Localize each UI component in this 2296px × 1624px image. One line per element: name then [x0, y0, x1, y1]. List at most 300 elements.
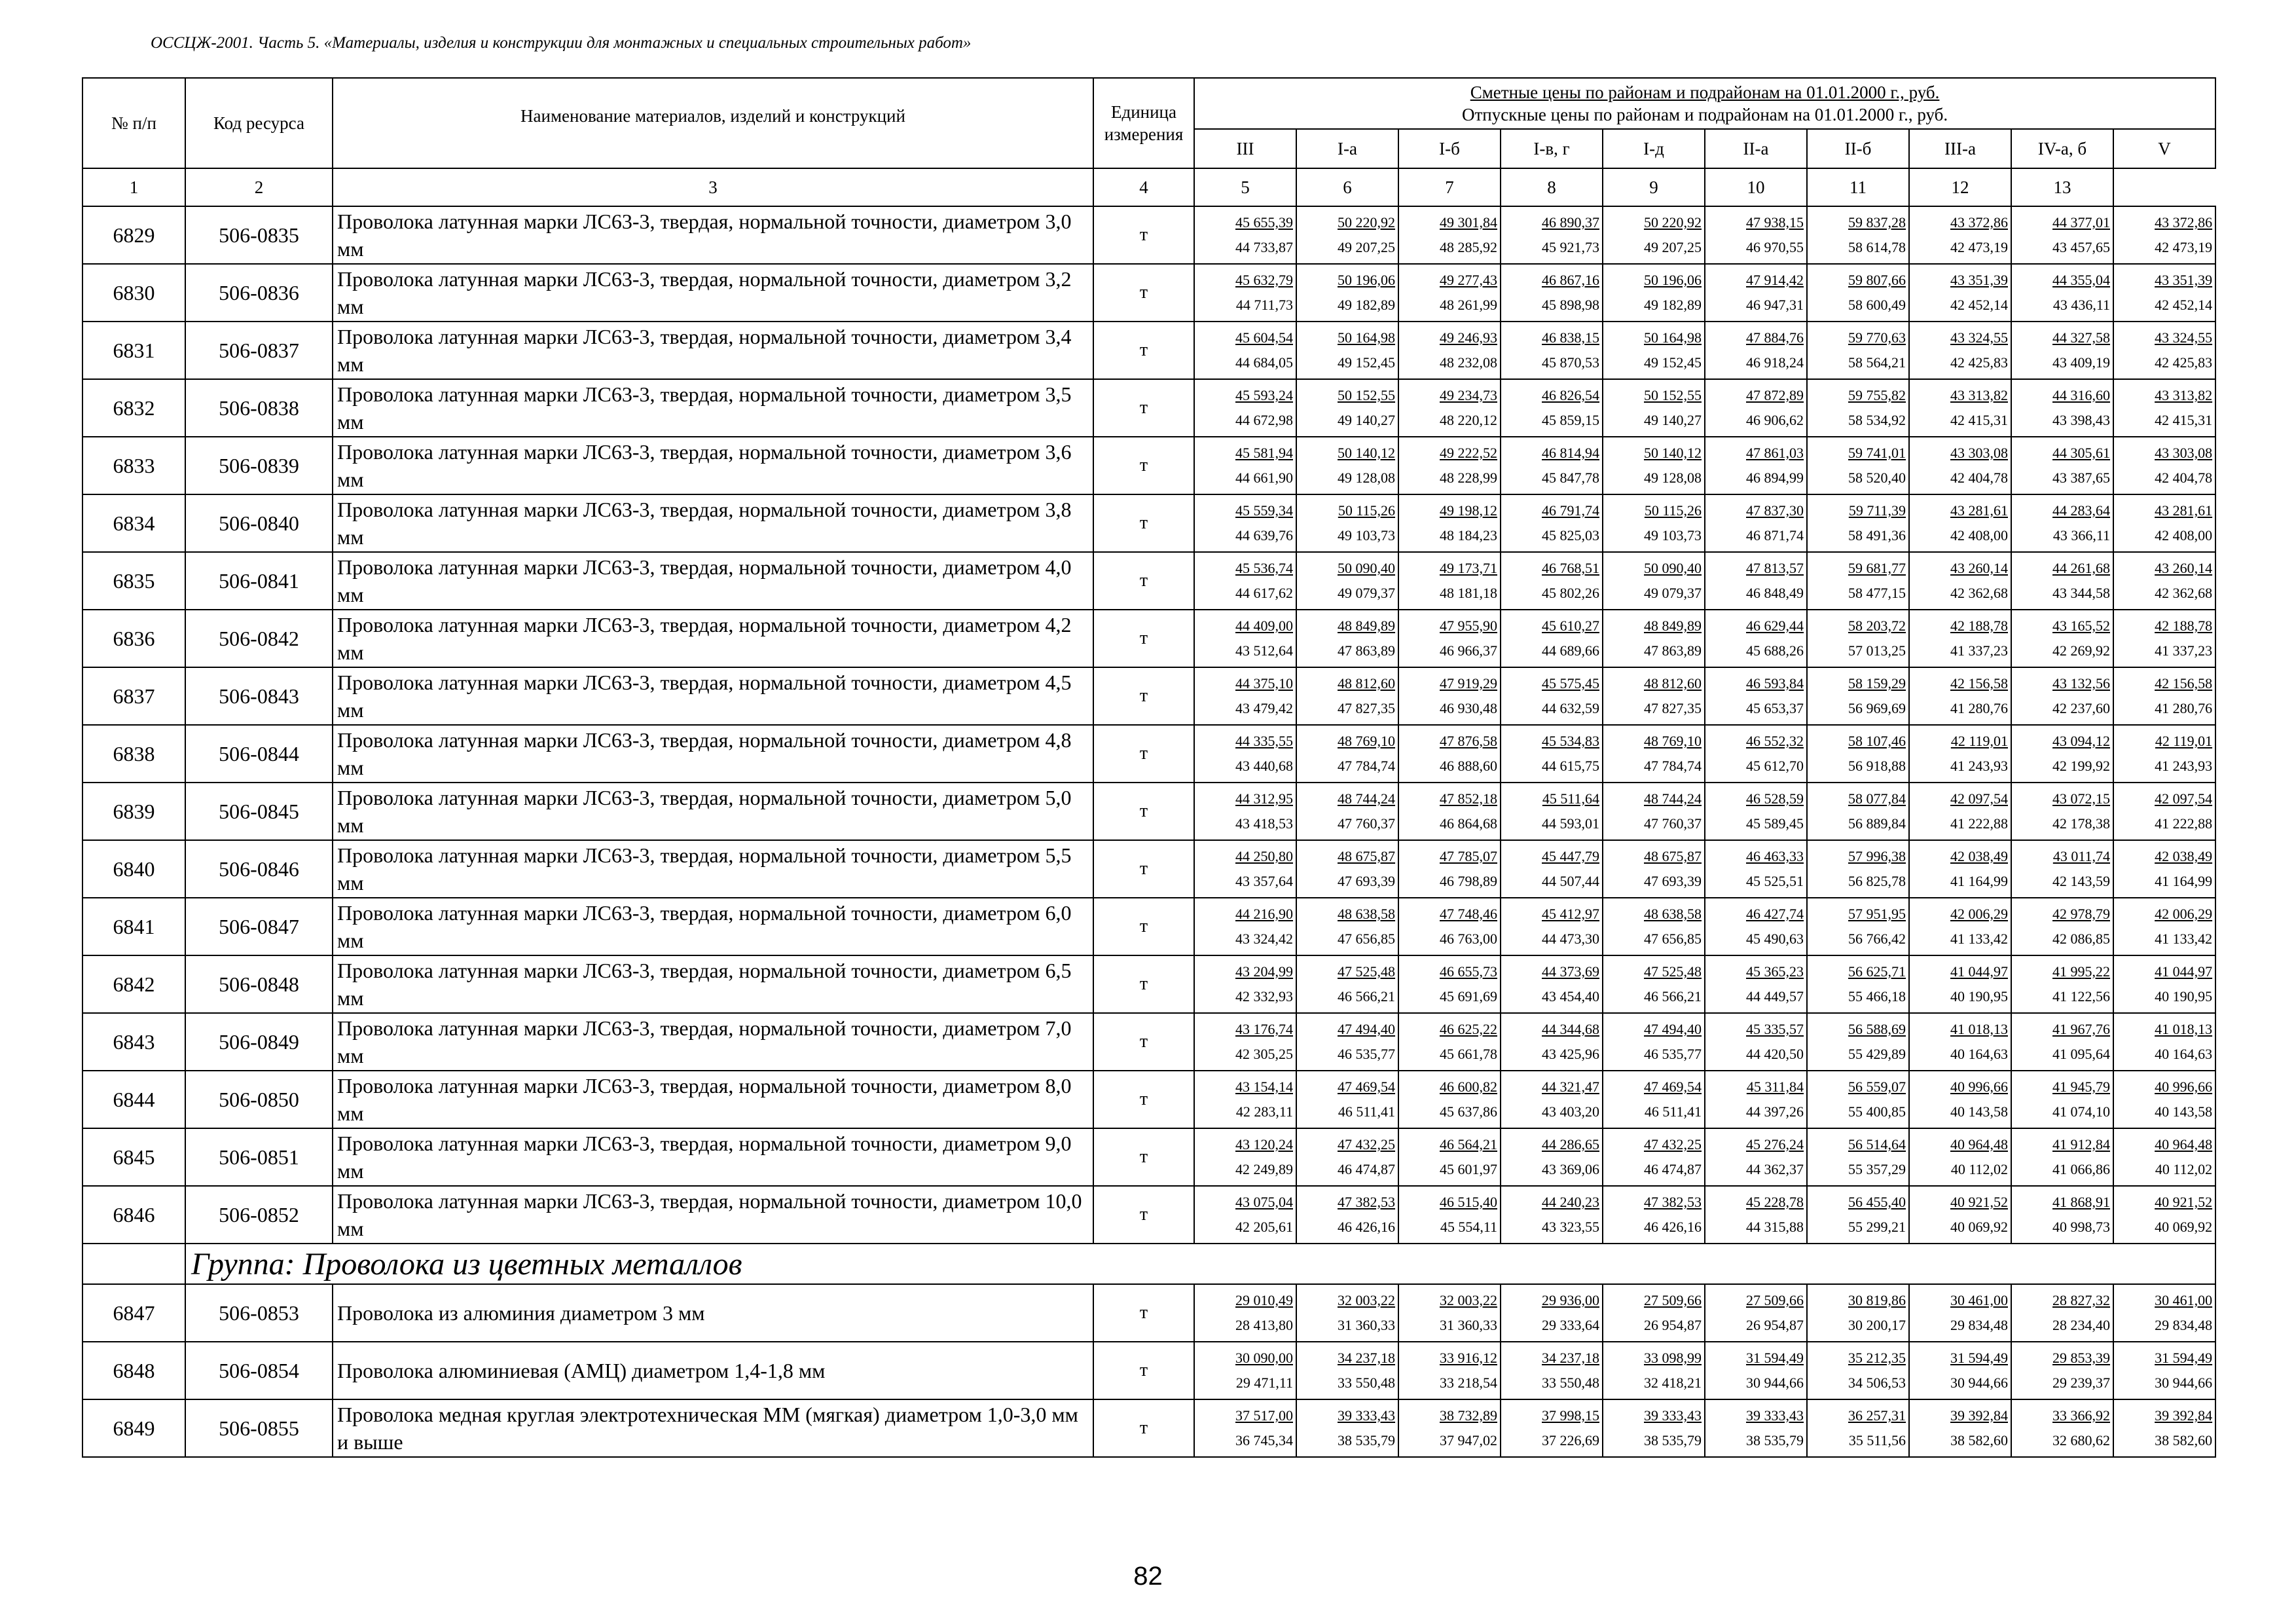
unit: т	[1093, 1186, 1194, 1244]
price-cell	[2113, 725, 2215, 783]
estimated-price: 42 156,58	[2155, 675, 2213, 692]
release-price: 44 689,66	[1542, 642, 1599, 659]
estimated-price: 50 220,92	[1644, 214, 1702, 231]
price-cell	[1296, 379, 1398, 437]
price-cell	[1194, 667, 1296, 725]
header-region: III-а	[1909, 129, 2011, 168]
release-price: 40 190,95	[1950, 988, 2008, 1005]
release-price: 36 745,34	[1235, 1432, 1293, 1449]
row-number: 6843	[82, 1013, 185, 1071]
header-region: II-б	[1807, 129, 1909, 168]
release-price: 45 661,78	[1440, 1046, 1497, 1062]
release-price: 43 344,58	[2052, 585, 2110, 601]
price-cell	[1603, 1399, 1705, 1457]
price-cell	[1705, 379, 1807, 437]
page-number: 82	[1133, 1562, 1163, 1591]
estimated-price: 50 220,92	[1338, 214, 1395, 231]
material-name: Проволока латунная марки ЛС63-3, твердая, нормальной точности, диаметром 8,0 мм	[333, 1071, 1093, 1128]
price-cell	[1603, 667, 1705, 725]
estimated-price: 37 998,15	[1542, 1407, 1599, 1424]
column-number: 7	[1398, 168, 1501, 206]
release-price: 46 566,21	[1644, 988, 1702, 1005]
release-price: 47 863,89	[1644, 642, 1702, 659]
estimated-price: 45 593,24	[1235, 387, 1293, 403]
release-price: 41 280,76	[1950, 700, 2008, 716]
release-price: 49 128,08	[1644, 470, 1702, 486]
price-cell	[1501, 1342, 1603, 1399]
estimated-price: 47 382,53	[1644, 1194, 1702, 1210]
price-cell	[2113, 1186, 2215, 1244]
price-cell	[2113, 322, 2215, 379]
table-row	[82, 1071, 2215, 1128]
estimated-price: 45 228,78	[1746, 1194, 1804, 1210]
estimated-price: 44 377,01	[2052, 214, 2110, 231]
header-region: III	[1194, 129, 1296, 168]
release-price: 43 440,68	[1235, 758, 1293, 774]
release-price: 38 535,79	[1644, 1432, 1702, 1449]
column-number: 11	[1807, 168, 1909, 206]
release-price: 44 617,62	[1235, 585, 1293, 601]
release-price: 46 906,62	[1746, 412, 1804, 428]
price-cell	[1194, 437, 1296, 494]
release-price: 41 133,42	[2155, 931, 2213, 947]
price-cell	[1194, 264, 1296, 322]
release-price: 29 834,48	[2155, 1317, 2213, 1333]
release-price: 46 930,48	[1440, 700, 1497, 716]
release-price: 26 954,87	[1644, 1317, 1702, 1333]
price-cell	[1296, 840, 1398, 898]
release-price: 46 947,31	[1746, 297, 1804, 313]
price-cell	[2113, 955, 2215, 1013]
table-row	[82, 379, 2215, 437]
price-cell	[1603, 1284, 1705, 1342]
estimated-price: 43 075,04	[1235, 1194, 1293, 1210]
estimated-price: 49 198,12	[1440, 502, 1497, 519]
table-row	[82, 437, 2215, 494]
estimated-price: 37 517,00	[1235, 1407, 1293, 1424]
material-name: Проволока латунная марки ЛС63-3, твердая, нормальной точности, диаметром 3,4 мм	[333, 322, 1093, 379]
price-cell	[1296, 610, 1398, 667]
estimated-price: 49 277,43	[1440, 272, 1497, 288]
price-cell	[1807, 1342, 1909, 1399]
estimated-price: 45 655,39	[1235, 214, 1293, 231]
price-cell	[2113, 552, 2215, 610]
estimated-price: 56 625,71	[1848, 963, 1906, 980]
price-cell	[1398, 379, 1501, 437]
release-price: 38 535,79	[1338, 1432, 1395, 1449]
release-price: 44 473,30	[1542, 931, 1599, 947]
release-price: 33 550,48	[1338, 1375, 1395, 1391]
unit: т	[1093, 955, 1194, 1013]
table-row	[82, 322, 2215, 379]
release-price: 41 095,64	[2052, 1046, 2110, 1062]
estimated-price: 42 188,78	[2155, 618, 2213, 634]
column-number: 2	[185, 168, 333, 206]
estimated-price: 45 511,64	[1542, 790, 1599, 807]
price-cell	[1603, 437, 1705, 494]
release-price: 44 672,98	[1235, 412, 1293, 428]
price-cell	[1603, 1071, 1705, 1128]
price-cell	[1705, 206, 1807, 264]
release-price: 45 870,53	[1542, 354, 1599, 371]
release-price: 46 864,68	[1440, 815, 1497, 832]
estimated-price: 34 237,18	[1542, 1350, 1599, 1366]
price-cell	[1194, 840, 1296, 898]
estimated-price: 42 038,49	[1950, 848, 2008, 864]
estimated-price: 43 372,86	[2155, 214, 2213, 231]
estimated-price: 45 311,84	[1746, 1079, 1804, 1095]
column-number-row	[82, 168, 2215, 206]
price-cell	[1909, 783, 2011, 840]
release-price: 46 763,00	[1440, 931, 1497, 947]
row-number: 6839	[82, 783, 185, 840]
release-price: 46 894,99	[1746, 470, 1804, 486]
estimated-price: 41 995,22	[2052, 963, 2110, 980]
material-name: Проволока латунная марки ЛС63-3, твердая, нормальной точности, диаметром 4,0 мм	[333, 552, 1093, 610]
estimated-price: 44 240,23	[1542, 1194, 1599, 1210]
release-price: 42 178,38	[2052, 815, 2110, 832]
estimated-price: 41 044,97	[1950, 963, 2008, 980]
release-price: 49 128,08	[1338, 470, 1395, 486]
price-cell	[1705, 1399, 1807, 1457]
release-price: 55 357,29	[1848, 1161, 1906, 1177]
release-price: 46 474,87	[1644, 1161, 1702, 1177]
release-price: 42 362,68	[2155, 585, 2213, 601]
release-price: 30 944,66	[2155, 1375, 2213, 1391]
estimated-price: 43 281,61	[2155, 502, 2213, 519]
table-row	[82, 955, 2215, 1013]
price-cell	[2113, 1128, 2215, 1186]
estimated-price: 46 890,37	[1542, 214, 1599, 231]
price-cell	[1398, 1399, 1501, 1457]
price-cell	[1705, 840, 1807, 898]
price-cell	[1501, 1071, 1603, 1128]
release-price: 42 143,59	[2052, 873, 2110, 889]
row-number: 6830	[82, 264, 185, 322]
estimated-price: 45 632,79	[1235, 272, 1293, 288]
release-price: 46 970,55	[1746, 239, 1804, 255]
estimated-price: 48 744,24	[1338, 790, 1395, 807]
estimated-price: 43 260,14	[2155, 560, 2213, 576]
release-price: 30 200,17	[1848, 1317, 1906, 1333]
release-price: 42 237,60	[2052, 700, 2110, 716]
price-cell	[1909, 206, 2011, 264]
release-price: 45 847,78	[1542, 470, 1599, 486]
column-number: 12	[1909, 168, 2011, 206]
estimated-price: 47 432,25	[1338, 1136, 1395, 1153]
estimated-price: 43 324,55	[1950, 329, 2008, 346]
material-name: Проволока латунная марки ЛС63-3, твердая, нормальной точности, диаметром 3,5 мм	[333, 379, 1093, 437]
estimated-price: 47 494,40	[1644, 1021, 1702, 1037]
release-price: 42 473,19	[2155, 239, 2213, 255]
price-cell	[1705, 1342, 1807, 1399]
price-cell	[1296, 1399, 1398, 1457]
material-name: Проволока латунная марки ЛС63-3, твердая, нормальной точности, диаметром 7,0 мм	[333, 1013, 1093, 1071]
estimated-price: 45 575,45	[1542, 675, 1599, 692]
price-cell	[1705, 610, 1807, 667]
release-price: 47 693,39	[1644, 873, 1702, 889]
release-price: 47 827,35	[1338, 700, 1395, 716]
estimated-price: 59 711,39	[1848, 502, 1906, 519]
price-cell	[1501, 552, 1603, 610]
price-cell	[1807, 494, 1909, 552]
resource-code: 506-0838	[185, 379, 333, 437]
unit: т	[1093, 840, 1194, 898]
price-cell	[2011, 552, 2113, 610]
estimated-price: 43 313,82	[1950, 387, 2008, 403]
header-region: I-б	[1398, 129, 1501, 168]
release-price: 41 280,76	[2155, 700, 2213, 716]
release-price: 49 079,37	[1338, 585, 1395, 601]
estimated-price: 40 996,66	[2155, 1079, 2213, 1095]
estimated-price: 46 826,54	[1542, 387, 1599, 403]
estimated-price: 47 382,53	[1338, 1194, 1395, 1210]
price-cell	[1909, 725, 2011, 783]
price-cell	[1807, 1013, 1909, 1071]
estimated-price: 30 090,00	[1235, 1350, 1293, 1366]
row-number: 6838	[82, 725, 185, 783]
estimated-price: 46 463,33	[1746, 848, 1804, 864]
estimated-price: 59 755,82	[1848, 387, 1906, 403]
release-price: 41 243,93	[2155, 758, 2213, 774]
release-price: 46 535,77	[1338, 1046, 1395, 1062]
header-name: Наименование материалов, изделий и конструкций	[333, 78, 1093, 168]
estimated-price: 56 559,07	[1848, 1079, 1906, 1095]
unit: т	[1093, 1342, 1194, 1399]
estimated-price: 32 003,22	[1338, 1292, 1395, 1308]
price-cell	[1807, 379, 1909, 437]
table-row	[82, 840, 2215, 898]
estimated-price: 33 366,92	[2052, 1407, 2110, 1424]
estimated-price: 46 655,73	[1440, 963, 1497, 980]
release-price: 55 400,85	[1848, 1103, 1906, 1120]
price-cell	[1194, 1013, 1296, 1071]
estimated-price: 58 159,29	[1848, 675, 1906, 692]
table-row	[82, 552, 2215, 610]
estimated-price: 58 107,46	[1848, 733, 1906, 749]
estimated-price: 56 514,64	[1848, 1136, 1906, 1153]
estimated-price: 48 638,58	[1338, 906, 1395, 922]
release-price: 49 079,37	[1644, 585, 1702, 601]
estimated-price: 45 610,27	[1542, 618, 1599, 634]
release-price: 28 413,80	[1235, 1317, 1293, 1333]
header-prices	[1194, 78, 2215, 129]
running-header: ОССЦЖ-2001. Часть 5. «Материалы, изделия и конструкции для монтажных и специальных строительных работ»	[151, 34, 972, 52]
price-cell	[1807, 1071, 1909, 1128]
price-cell	[2011, 955, 2113, 1013]
price-cell	[1501, 264, 1603, 322]
price-cell	[1909, 667, 2011, 725]
estimated-price: 43 351,39	[1950, 272, 2008, 288]
group-title: Группа: Проволока из цветных металлов	[185, 1244, 2215, 1284]
resource-code: 506-0844	[185, 725, 333, 783]
price-cell	[2113, 1284, 2215, 1342]
release-price: 44 397,26	[1746, 1103, 1804, 1120]
estimated-price: 41 018,13	[2155, 1021, 2213, 1037]
table-row	[82, 1342, 2215, 1399]
release-price: 42 404,78	[2155, 470, 2213, 486]
price-cell	[2113, 264, 2215, 322]
price-cell	[1909, 494, 2011, 552]
estimated-price: 50 164,98	[1338, 329, 1395, 346]
estimated-price: 50 164,98	[1644, 329, 1702, 346]
price-cell	[1398, 1071, 1501, 1128]
price-cell	[1705, 725, 1807, 783]
estimated-price: 47 813,57	[1746, 560, 1804, 576]
header-region: I-д	[1603, 129, 1705, 168]
release-price: 56 766,42	[1848, 931, 1906, 947]
price-cell	[1909, 840, 2011, 898]
release-price: 41 122,56	[2052, 988, 2110, 1005]
release-price: 49 103,73	[1338, 527, 1395, 544]
estimated-price: 31 594,49	[1950, 1350, 2008, 1366]
estimated-price: 39 333,43	[1644, 1407, 1702, 1424]
material-name: Проволока латунная марки ЛС63-3, твердая, нормальной точности, диаметром 4,5 мм	[333, 667, 1093, 725]
price-cell	[1296, 1284, 1398, 1342]
release-price: 42 425,83	[1950, 354, 2008, 371]
release-price: 45 653,37	[1746, 700, 1804, 716]
row-number: 6848	[82, 1342, 185, 1399]
price-cell	[2011, 1284, 2113, 1342]
price-cell	[2011, 1342, 2113, 1399]
estimated-price: 43 260,14	[1950, 560, 2008, 576]
release-price: 42 425,83	[2155, 354, 2213, 371]
estimated-price: 44 305,61	[2052, 445, 2110, 461]
column-number: 9	[1603, 168, 1705, 206]
release-price: 43 323,55	[1542, 1219, 1599, 1235]
estimated-price: 30 819,86	[1848, 1292, 1906, 1308]
estimated-price: 47 884,76	[1746, 329, 1804, 346]
release-price: 43 366,11	[2052, 527, 2110, 544]
release-price: 37 947,02	[1440, 1432, 1497, 1449]
estimated-price: 44 344,68	[1542, 1021, 1599, 1037]
release-price: 48 285,92	[1440, 239, 1497, 255]
resource-code: 506-0853	[185, 1284, 333, 1342]
unit: т	[1093, 379, 1194, 437]
price-cell	[1194, 1128, 1296, 1186]
release-price: 38 582,60	[1950, 1432, 2008, 1449]
release-price: 48 232,08	[1440, 354, 1497, 371]
row-number: 6845	[82, 1128, 185, 1186]
estimated-price: 28 827,32	[2052, 1292, 2110, 1308]
price-cell	[2011, 610, 2113, 667]
release-price: 33 218,54	[1440, 1375, 1497, 1391]
release-price: 41 337,23	[2155, 642, 2213, 659]
price-cell	[2011, 840, 2113, 898]
estimated-price: 44 250,80	[1235, 848, 1293, 864]
price-cell	[1398, 667, 1501, 725]
release-price: 45 637,86	[1440, 1103, 1497, 1120]
price-cell	[1296, 206, 1398, 264]
price-cell	[1398, 322, 1501, 379]
price-cell	[1296, 955, 1398, 1013]
price-cell	[1705, 955, 1807, 1013]
release-price: 49 103,73	[1644, 527, 1702, 544]
price-cell	[1807, 552, 1909, 610]
price-cell	[1705, 1128, 1807, 1186]
price-cell	[2011, 725, 2113, 783]
price-cell	[1909, 1128, 2011, 1186]
release-price: 56 889,84	[1848, 815, 1906, 832]
price-cell	[1194, 206, 1296, 264]
price-cell	[1603, 1186, 1705, 1244]
estimated-price: 48 675,87	[1338, 848, 1395, 864]
price-cell	[1603, 840, 1705, 898]
release-price: 46 966,37	[1440, 642, 1497, 659]
price-cell	[1194, 1186, 1296, 1244]
estimated-price: 46 600,82	[1440, 1079, 1497, 1095]
release-price: 48 181,18	[1440, 585, 1497, 601]
table-row	[82, 264, 2215, 322]
estimated-price: 45 365,23	[1746, 963, 1804, 980]
price-cell	[1501, 610, 1603, 667]
release-price: 38 582,60	[2155, 1432, 2213, 1449]
estimated-price: 47 525,48	[1338, 963, 1395, 980]
price-cell	[1705, 1284, 1807, 1342]
release-price: 55 299,21	[1848, 1219, 1906, 1235]
price-cell	[2113, 1399, 2215, 1457]
material-name: Проволока латунная марки ЛС63-3, твердая, нормальной точности, диаметром 5,5 мм	[333, 840, 1093, 898]
estimated-price: 50 090,40	[1644, 560, 1702, 576]
row-number: 6837	[82, 667, 185, 725]
estimated-price: 43 072,15	[2052, 790, 2110, 807]
group-spacer	[82, 1244, 185, 1284]
release-price: 41 164,99	[1950, 873, 2008, 889]
estimated-price: 33 916,12	[1440, 1350, 1497, 1366]
column-number: 8	[1501, 168, 1603, 206]
resource-code: 506-0850	[185, 1071, 333, 1128]
price-cell	[1603, 725, 1705, 783]
price-cell	[1807, 955, 1909, 1013]
price-cell	[1501, 783, 1603, 840]
release-price: 42 332,93	[1235, 988, 1293, 1005]
release-price: 42 408,00	[2155, 527, 2213, 544]
header-unit-line2: измерения	[1104, 124, 1184, 144]
price-cell	[1909, 264, 2011, 322]
price-cell	[1807, 898, 1909, 955]
estimated-price: 46 552,32	[1746, 733, 1804, 749]
price-cell	[1296, 783, 1398, 840]
material-name: Проволока медная круглая электротехническая ММ (мягкая) диаметром 1,0-3,0 мм и выше	[333, 1399, 1093, 1457]
release-price: 47 784,74	[1644, 758, 1702, 774]
estimated-price: 46 625,22	[1440, 1021, 1497, 1037]
estimated-price: 59 837,28	[1848, 214, 1906, 231]
price-table	[82, 77, 2216, 1458]
price-cell	[1603, 783, 1705, 840]
release-price: 49 182,89	[1338, 297, 1395, 313]
row-number: 6840	[82, 840, 185, 898]
price-cell	[1296, 1071, 1398, 1128]
estimated-price: 46 427,74	[1746, 906, 1804, 922]
estimated-price: 45 559,34	[1235, 502, 1293, 519]
release-price: 45 688,26	[1746, 642, 1804, 659]
price-cell	[1398, 264, 1501, 322]
release-price: 43 403,20	[1542, 1103, 1599, 1120]
price-cell	[2011, 322, 2113, 379]
estimated-price: 48 849,89	[1644, 618, 1702, 634]
row-number: 6844	[82, 1071, 185, 1128]
estimated-price: 47 861,03	[1746, 445, 1804, 461]
price-cell	[1194, 610, 1296, 667]
estimated-price: 33 098,99	[1644, 1350, 1702, 1366]
price-cell	[1807, 783, 1909, 840]
estimated-price: 45 447,79	[1542, 848, 1599, 864]
price-cell	[1296, 552, 1398, 610]
price-cell	[1501, 1013, 1603, 1071]
estimated-price: 43 303,08	[1950, 445, 2008, 461]
estimated-price: 44 286,65	[1542, 1136, 1599, 1153]
estimated-price: 49 234,73	[1440, 387, 1497, 403]
